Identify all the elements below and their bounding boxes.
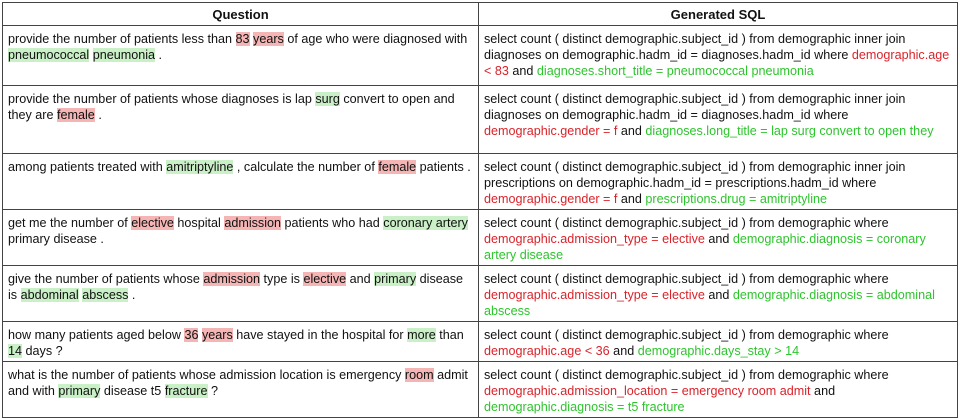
highlighted-token: coronary artery — [383, 216, 468, 230]
question-text: provide the number of patients less than — [8, 32, 236, 46]
highlighted-token: admission — [203, 272, 261, 286]
sql-text: and — [508, 64, 537, 78]
question-text: . — [94, 108, 102, 122]
highlighted-token: primary — [58, 384, 101, 398]
question-text: , calculate the number of — [233, 160, 379, 174]
highlighted-token: amitriptyline — [166, 160, 234, 174]
sql-text: and — [617, 192, 646, 206]
sql-text: select count ( distinct demographic.subject_id ) from demographic where — [484, 328, 889, 342]
question-cell — [3, 362, 479, 418]
question-cell — [3, 26, 479, 86]
table-row — [3, 266, 958, 322]
table-body — [3, 26, 958, 418]
highlighted-token: abdominal — [20, 288, 79, 302]
sql-condition: demographic.admission_type = elective — [484, 288, 705, 302]
question-text: patients who had — [281, 216, 384, 230]
sql-text: select count ( distinct demographic.subject_id ) from demographic where — [484, 272, 889, 286]
question-text: how many patients aged below — [8, 328, 185, 342]
question-text: get me the number of — [8, 216, 132, 230]
question-text: disease t5 — [100, 384, 165, 398]
highlighted-token: admission — [224, 216, 282, 230]
question-cell — [3, 322, 479, 362]
question-text: of age who were diagnosed with — [283, 32, 468, 46]
highlighted-token: female — [57, 108, 95, 122]
question-text: patients . — [416, 160, 471, 174]
sql-text: and — [704, 288, 733, 302]
sql-text: select count ( distinct demographic.subject_id ) from demographic inner join diagnoses on demographic.hadm_id = diagnoses.hadm_id where — [484, 32, 906, 62]
question-cell — [3, 210, 479, 266]
question-column-header: Question — [3, 3, 479, 26]
sql-condition: demographic.diagnosis = t5 fracture — [484, 400, 685, 414]
sql-text: and — [810, 384, 836, 398]
table-row — [3, 362, 958, 418]
highlighted-token: room — [404, 368, 434, 382]
question-text: days ? — [22, 344, 63, 358]
question-text: what is the number of patients whose admission location is emergency — [8, 368, 405, 382]
sql-condition: demographic.age < 83 — [484, 48, 950, 78]
question-cell — [3, 154, 479, 210]
sql-condition: demographic.diagnosis = abdominal abscess — [484, 288, 935, 318]
question-text: primary disease . — [8, 232, 104, 246]
question-text: . — [128, 288, 136, 302]
question-cell — [3, 86, 479, 154]
highlighted-token: female — [378, 160, 417, 174]
sql-text: select count ( distinct demographic.subject_id ) from demographic where — [484, 368, 889, 382]
question-text: type is — [260, 272, 304, 286]
question-text: . — [155, 48, 163, 62]
highlighted-token: 14 — [8, 344, 23, 358]
question-text: than — [435, 328, 464, 342]
sql-text: select count ( distinct demographic.subject_id ) from demographic where — [484, 216, 889, 230]
sql-condition: demographic.days_stay > 14 — [637, 344, 800, 358]
sql-cell — [479, 362, 958, 418]
question-text: hospital — [173, 216, 225, 230]
sql-text: and — [617, 124, 646, 138]
sql-condition: prescriptions.drug = amitriptyline — [645, 192, 828, 206]
question-text: have stayed in the hospital for — [232, 328, 408, 342]
highlighted-token: more — [407, 328, 436, 342]
highlighted-token: pneumococcal — [8, 48, 90, 62]
table-row — [3, 154, 958, 210]
sql-text: and — [704, 232, 733, 246]
sql-condition: demographic.age < 36 — [484, 344, 610, 358]
highlighted-token: fracture — [164, 384, 208, 398]
question-sql-table — [2, 2, 958, 418]
highlighted-token: abscess — [82, 288, 129, 302]
sql-condition: demographic.gender = f — [484, 192, 618, 206]
table-row — [3, 26, 958, 86]
sql-cell — [479, 266, 958, 322]
highlighted-token: 83 — [235, 32, 250, 46]
sql-column-header: Generated SQL — [479, 3, 958, 26]
header-row — [3, 3, 958, 26]
table-row — [3, 322, 958, 362]
highlighted-token: elective — [303, 272, 347, 286]
sql-text: select count ( distinct demographic.subject_id ) from demographic inner join prescriptions on demographic.hadm_id = prescriptions.hadm_id where — [484, 160, 906, 190]
highlighted-token: surg — [315, 92, 340, 106]
sql-condition: demographic.gender = f — [484, 124, 618, 138]
question-text: disease is — [8, 272, 464, 302]
sql-cell — [479, 86, 958, 154]
question-text: among patients treated with — [8, 160, 167, 174]
sql-text: select count ( distinct demographic.subject_id ) from demographic inner join diagnoses on demographic.hadm_id = diagnoses.hadm_id where — [484, 92, 906, 122]
question-text: give the number of patients whose — [8, 272, 204, 286]
sql-condition: demographic.diagnosis = coronary artery disease — [484, 232, 926, 262]
highlighted-token: primary — [374, 272, 417, 286]
question-text: admit and with — [8, 368, 468, 398]
table-row — [3, 210, 958, 266]
sql-condition: demographic.admission_type = elective — [484, 232, 705, 246]
sql-cell — [479, 210, 958, 266]
question-text: convert to open and they are — [8, 92, 455, 122]
sql-cell — [479, 154, 958, 210]
highlighted-token: years — [201, 328, 233, 342]
highlighted-token: 36 — [184, 328, 199, 342]
highlighted-token: years — [253, 32, 284, 46]
sql-cell — [479, 26, 958, 86]
question-text: and — [346, 272, 375, 286]
sql-text: and — [609, 344, 638, 358]
sql-condition: demographic.admission_location = emergency room admit — [484, 384, 811, 398]
question-text: ? — [207, 384, 219, 398]
sql-condition: diagnoses.short_title = pneumococcal pneumonia — [536, 64, 814, 78]
sql-condition: diagnoses.long_title = lap surg convert to open they — [645, 124, 934, 138]
sql-cell — [479, 322, 958, 362]
question-text: provide the number of patients whose diagnoses is lap — [8, 92, 316, 106]
highlighted-token: pneumonia — [92, 48, 156, 62]
highlighted-token: elective — [131, 216, 174, 230]
question-cell — [3, 266, 479, 322]
table-row — [3, 86, 958, 154]
